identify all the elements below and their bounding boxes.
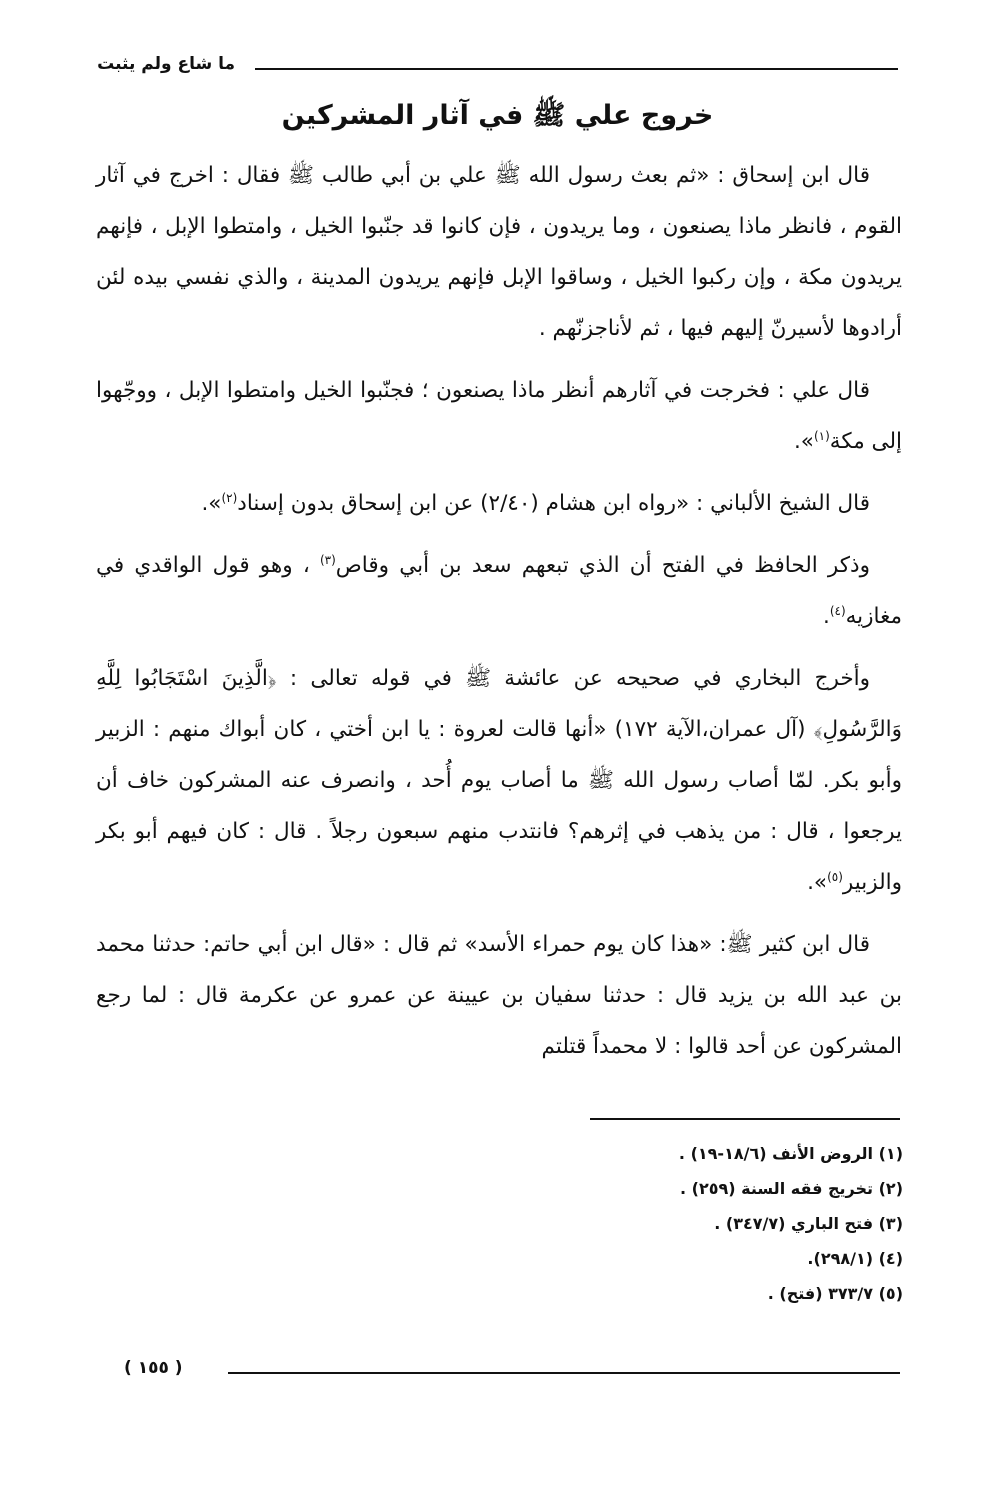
footnote-5: (٥) ٣٧٣/٧ (فتح) . <box>767 1284 903 1303</box>
footnote-rule <box>590 1118 900 1120</box>
paragraph-4-text: وذكر الحافظ في الفتح أن الذي تبعهم سعد بن أبي وقاص <box>335 553 870 578</box>
footnote-4: (٤) (٢٩٨/١). <box>807 1249 903 1268</box>
paragraph-3 <box>96 478 902 529</box>
quote-close: ». <box>807 870 828 895</box>
quote-close: ». <box>793 429 814 454</box>
paragraph-5-text: وأخرج البخاري في صحيحه عن عائشة ﷺ في قوله تعالى : ﴿الَّذِينَ اسْتَجَابُوا لِلَّهِ وَالرَّسُولِ﴾ (آل عمران،الآية ١٧٢) «أنها قالت لعروة : يا ابن أختي ، كان أبواك منهم : الزبير وأبو بكر. لمّا أصاب رسول الله ﷺ ما أصاب يوم أُحد ، وانصرف عنه المشركون خاف أن يرجعوا ، قال : من يذهب في إثرهم؟ فانتدب منهم سبعون رجلاً . قال : كان فيهم أبو بكر والزبير <box>96 666 903 895</box>
paragraph-1: قال ابن إسحاق : «ثم بعث رسول الله ﷺ علي بن أبي طالب ﷺ فقال : اخرج في آثار القوم ، فانظر ماذا يصنعون ، وما يريدون ، فإن كانوا قد جنّبوا الخيل ، وامتطوا الإبل ، فإنهم يريدون مكة ، وإن ركبوا الخيل ، وساقوا الإبل فإنهم يريدون المدينة ، والذي نفسي بيده لئن أرادوها لأسيرنّ إليهم فيها ، ثم لأناجزنّهم . <box>96 163 902 341</box>
paragraph-4 <box>96 540 902 642</box>
header-rule <box>255 68 898 70</box>
footnote-ref-1: (١) <box>813 428 830 443</box>
footnote-2: (٢) تخريج فقه السنة (٢٥٩) . <box>680 1179 903 1198</box>
footnote-3: (٣) فتح الباري (٣٤٧/٧) . <box>714 1214 903 1233</box>
footnote-ref-3: (٣) <box>319 552 336 567</box>
footnote-ref-4: (٤) <box>829 603 846 618</box>
paragraph-6: قال ابن كثير ﷺ: «هذا كان يوم حمراء الأسد» ثم قال : «قال ابن أبي حاتم: حدثنا محمد بن عبد الله بن يزيد قال : حدثنا سفيان بن عيينة عن عمرو عن عكرمة قال : لما رجع المشركون عن أحد قالوا : لا محمداً قتلتم <box>96 932 902 1059</box>
period: . <box>822 604 830 629</box>
paragraph-4-tail: ، وهو قول الواقدي في مغازيه <box>96 553 902 629</box>
quote-close: ». <box>201 491 222 516</box>
paragraph-2-text: قال علي : فخرجت في آثارهم أنظر ماذا يصنعون ؛ فجنّبوا الخيل وامتطوا الإبل ، ووجّهوا إلى مكة <box>96 378 902 454</box>
section-title: خروج علي ﷺ في آثار المشركين <box>281 100 714 131</box>
footnotes <box>679 1136 903 1311</box>
page-number: ( ١٥٥ ) <box>124 1358 183 1378</box>
paragraph-3-text: قال الشيخ الألباني : «رواه ابن هشام (٢/٤٠) عن ابن إسحاق بدون إسناد <box>237 491 870 516</box>
footnote-ref-5: (٥) <box>827 869 843 884</box>
paragraph-2 <box>96 365 902 467</box>
footer-rule <box>228 1372 900 1374</box>
paragraph-5 <box>96 653 902 908</box>
footnote-ref-2: (٢) <box>221 490 238 505</box>
running-title: ما شاع ولم يثبت <box>97 54 235 74</box>
body-text <box>96 150 902 1083</box>
footnote-1: (١) الروض الأنف (١٨/٦-١٩) . <box>678 1144 903 1163</box>
